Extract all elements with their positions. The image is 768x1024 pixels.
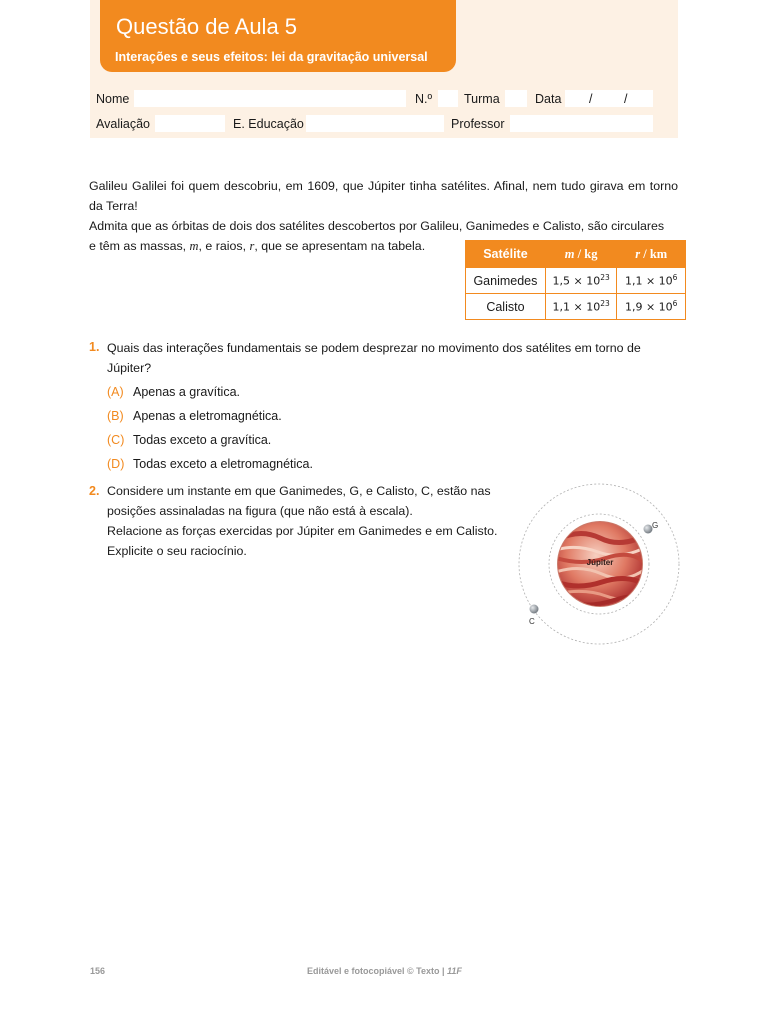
symbol-m: m xyxy=(189,239,199,253)
page-subtitle: Interações e seus efeitos: lei da gravitação universal xyxy=(115,50,428,64)
table-row xyxy=(466,294,686,320)
option-a-text[interactable]: Apenas a gravítica. xyxy=(133,385,241,399)
numero-label: N.º xyxy=(415,92,433,106)
footer-copyright: Editável e fotocopiável © Texto | 11F xyxy=(307,966,462,976)
nome-field[interactable] xyxy=(134,90,406,107)
option-b-letter: (B) xyxy=(107,409,124,423)
data-separator-2: / xyxy=(624,92,628,106)
professor-field[interactable] xyxy=(510,115,653,132)
numero-field[interactable] xyxy=(438,90,458,107)
ganimedes-label: G xyxy=(652,521,659,530)
table-cell-radius: $1,1 \times 10^6$ xyxy=(617,268,686,294)
option-c-letter: (C) xyxy=(107,433,125,447)
option-c-text[interactable]: Todas exceto a gravítica. xyxy=(133,433,272,447)
jupiter-orbit-figure xyxy=(510,478,690,653)
option-b-text[interactable]: Apenas a eletromagnética. xyxy=(133,409,282,423)
option-a-letter: (A) xyxy=(107,385,124,399)
footer-page-number: 156 xyxy=(90,966,106,976)
table-cell-name: Ganimedes xyxy=(466,268,546,294)
educacao-field[interactable] xyxy=(306,115,444,132)
turma-label: Turma xyxy=(464,92,500,106)
satellite-table xyxy=(465,240,686,320)
avaliacao-label: Avaliação xyxy=(96,117,150,131)
question-2-text: Considere um instante em que Ganimedes, G, e Calisto, C, estão nas posições assinaladas na figura (que não está à escala). Relacione as forças exercidas por Júpiter em Ganimedes e em Calisto. Explicite o seu raciocínio. xyxy=(107,484,498,558)
symbol-r: r xyxy=(249,239,255,253)
page-title: Questão de Aula 5 xyxy=(116,14,298,39)
question-1-text: Quais das interações fundamentais se podem desprezar no movimento dos satélites em torno de Júpiter? xyxy=(107,341,641,375)
table-cell-mass: $1,5 \times 10^{23}$ xyxy=(545,268,617,294)
intro-paragraph-2-line2: e têm as massas, m, e raios, r, que se apresentam na tabela. xyxy=(89,239,426,253)
table-header-radius: r / km xyxy=(617,241,686,268)
table-row xyxy=(466,268,686,294)
table-header-mass: m / kg xyxy=(545,241,617,268)
avaliacao-field[interactable] xyxy=(155,115,225,132)
intro-paragraph-2-line1: Admita que as órbitas de dois dos satélites descobertos por Galileu, Ganimedes e Calisto, são circulares xyxy=(89,219,665,233)
table-cell-name: Calisto xyxy=(466,294,546,320)
intro-paragraph-1: Galileu Galilei foi quem descobriu, em 1609, que Júpiter tinha satélites. Afinal, nem tudo girava em torno da Terra! xyxy=(89,179,678,213)
turma-field[interactable] xyxy=(505,90,527,107)
table-cell-mass: $1,1 \times 10^{23}$ xyxy=(545,294,617,320)
jupiter-planet xyxy=(556,521,644,607)
data-separator-1: / xyxy=(589,92,593,106)
educacao-label: E. Educação xyxy=(233,117,304,131)
option-d-text[interactable]: Todas exceto a eletromagnética. xyxy=(133,457,313,471)
calisto-label: C xyxy=(529,617,535,626)
question-2-number: 2. xyxy=(89,484,100,498)
nome-label: Nome xyxy=(96,92,130,106)
calisto-moon xyxy=(530,605,539,614)
option-d-letter: (D) xyxy=(107,457,125,471)
planet-label: Júpiter xyxy=(586,558,614,567)
data-label: Data xyxy=(535,92,562,106)
question-1-number: 1. xyxy=(89,340,100,354)
data-field[interactable] xyxy=(565,90,653,107)
professor-label: Professor xyxy=(451,117,505,131)
table-cell-radius: $1,9 \times 10^6$ xyxy=(617,294,686,320)
table-header-satelite: Satélite xyxy=(466,241,546,268)
